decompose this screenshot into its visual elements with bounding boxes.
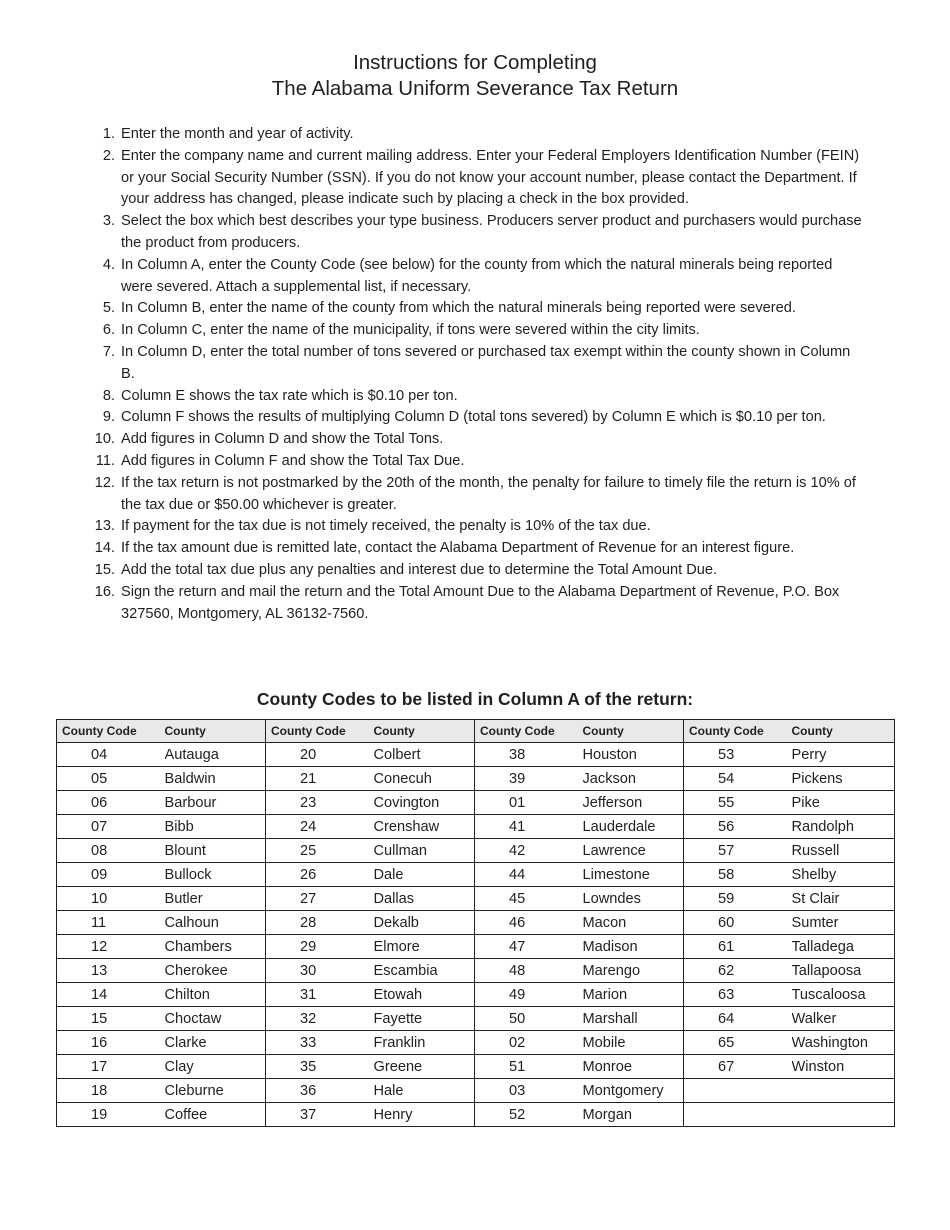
- county-code-cell: 54: [684, 767, 792, 791]
- county-header: County: [165, 720, 266, 743]
- county-code-cell: 04: [57, 743, 165, 767]
- instruction-text: If payment for the tax due is not timely received, the penalty is 10% of the tax due.: [121, 518, 651, 535]
- county-code-cell: 32: [266, 1007, 374, 1031]
- instruction-text: Select the box which best describes your type business. Producers server product and purchasers would purchase the product from producers.: [121, 213, 862, 251]
- county-code-cell: 28: [266, 911, 374, 935]
- county-code-cell: 10: [57, 887, 165, 911]
- county-name-cell: Russell: [792, 839, 895, 863]
- county-name-cell: Escambia: [374, 959, 475, 983]
- county-name-cell: St Clair: [792, 887, 895, 911]
- county-code-cell: 08: [57, 839, 165, 863]
- instructions-list: [82, 124, 862, 625]
- county-name-cell: Cleburne: [165, 1079, 266, 1103]
- county-code-cell: 26: [266, 863, 374, 887]
- instruction-text: In Column C, enter the name of the municipality, if tons were severed within the city limits.: [121, 322, 700, 339]
- county-name-cell: Bullock: [165, 863, 266, 887]
- county-code-cell: 50: [475, 1007, 583, 1031]
- county-name-cell: Shelby: [792, 863, 895, 887]
- county-header: County: [583, 720, 684, 743]
- county-name-cell: Houston: [583, 743, 684, 767]
- county-name-cell: Blount: [165, 839, 266, 863]
- instruction-text: Enter the month and year of activity.: [121, 126, 354, 142]
- county-code-cell: 38: [475, 743, 583, 767]
- table-row: [57, 983, 895, 1007]
- county-name-cell: Butler: [165, 887, 266, 911]
- instruction-text: In Column A, enter the County Code (see below) for the county from which the natural minerals being reported were severed. Attach a supplemental list, if necessary.: [121, 256, 833, 295]
- county-name-cell: Montgomery: [583, 1079, 684, 1103]
- county-name-cell: Tuscaloosa: [792, 983, 895, 1007]
- county-name-cell: Chilton: [165, 983, 266, 1007]
- county-name-cell: Chambers: [165, 935, 266, 959]
- county-code-cell: 11: [57, 911, 165, 935]
- county-codes-table: [56, 719, 895, 1127]
- county-name-cell: Bibb: [165, 815, 266, 839]
- county-name-cell: Cullman: [374, 839, 475, 863]
- county-code-header: County Code: [57, 720, 165, 743]
- county-header: County: [792, 720, 895, 743]
- county-code-cell: 25: [266, 839, 374, 863]
- county-name-cell: Lowndes: [583, 887, 684, 911]
- county-name-cell: [792, 1079, 895, 1103]
- table-row: [57, 911, 895, 935]
- county-code-cell: 65: [684, 1031, 792, 1055]
- county-name-cell: Choctaw: [165, 1007, 266, 1031]
- instruction-number: 5.: [102, 300, 115, 317]
- instruction-number: 11.: [95, 452, 115, 469]
- county-name-cell: Marshall: [583, 1007, 684, 1031]
- county-code-cell: 37: [266, 1103, 374, 1127]
- instruction-item: [82, 451, 862, 473]
- county-code-cell: 64: [684, 1007, 792, 1031]
- county-name-cell: [792, 1103, 895, 1127]
- table-row: [57, 1103, 895, 1127]
- instruction-number: 12.: [94, 474, 115, 491]
- county-name-cell: Randolph: [792, 815, 895, 839]
- page-title: [0, 50, 950, 102]
- county-name-cell: Madison: [583, 935, 684, 959]
- instruction-item: [82, 146, 862, 211]
- table-header-row: [57, 720, 895, 743]
- instruction-item: [82, 211, 862, 255]
- county-code-cell: 15: [57, 1007, 165, 1031]
- county-code-cell: 02: [475, 1031, 583, 1055]
- county-code-header: County Code: [266, 720, 374, 743]
- county-name-cell: Covington: [374, 791, 475, 815]
- county-code-cell: 41: [475, 815, 583, 839]
- county-header: County: [374, 720, 475, 743]
- county-code-cell: 06: [57, 791, 165, 815]
- instruction-number: 2.: [102, 147, 115, 164]
- county-name-cell: Jefferson: [583, 791, 684, 815]
- county-code-cell: 24: [266, 815, 374, 839]
- county-code-cell: 49: [475, 983, 583, 1007]
- instruction-number: 13.: [94, 518, 115, 535]
- county-name-cell: Lawrence: [583, 839, 684, 863]
- county-code-cell: 62: [684, 959, 792, 983]
- county-code-cell: 36: [266, 1079, 374, 1103]
- instruction-item: [82, 407, 862, 429]
- instruction-number: 15.: [94, 561, 115, 578]
- county-code-cell: 21: [266, 767, 374, 791]
- instruction-text: Add the total tax due plus any penalties and interest due to determine the Total Amount Due.: [121, 561, 718, 578]
- county-name-cell: Lauderdale: [583, 815, 684, 839]
- instruction-number: 8.: [102, 387, 115, 404]
- county-code-cell: 14: [57, 983, 165, 1007]
- county-name-cell: Winston: [792, 1055, 895, 1079]
- instruction-text: Add figures in Column F and show the Total Tax Due.: [121, 452, 465, 469]
- county-name-cell: Crenshaw: [374, 815, 475, 839]
- county-code-cell: 48: [475, 959, 583, 983]
- instruction-text: In Column B, enter the name of the county from which the natural minerals being reported were severed.: [121, 300, 796, 317]
- instruction-text: Sign the return and mail the return and the Total Amount Due to the Alabama Department of Revenue, P.O. Box 327560, Montgomery, AL 36132-7560.: [121, 583, 840, 622]
- county-code-cell: [684, 1103, 792, 1127]
- county-name-cell: Conecuh: [374, 767, 475, 791]
- county-code-cell: 13: [57, 959, 165, 983]
- county-code-cell: 12: [57, 935, 165, 959]
- county-name-cell: Tallapoosa: [792, 959, 895, 983]
- county-name-cell: Jackson: [583, 767, 684, 791]
- instruction-number: 6.: [102, 322, 115, 339]
- instruction-item: [82, 320, 862, 342]
- county-code-cell: 18: [57, 1079, 165, 1103]
- county-name-cell: Dekalb: [374, 911, 475, 935]
- instruction-text: If the tax return is not postmarked by the 20th of the month, the penalty for failure to timely file the return is 10% of the tax due or $50.00 whichever is greater.: [121, 474, 856, 513]
- instruction-item: [82, 560, 862, 582]
- county-code-cell: 63: [684, 983, 792, 1007]
- county-name-cell: Monroe: [583, 1055, 684, 1079]
- county-code-cell: 67: [684, 1055, 792, 1079]
- county-code-cell: 16: [57, 1031, 165, 1055]
- county-code-cell: 56: [684, 815, 792, 839]
- county-name-cell: Morgan: [583, 1103, 684, 1127]
- county-code-cell: 01: [475, 791, 583, 815]
- county-code-cell: 09: [57, 863, 165, 887]
- county-name-cell: Macon: [583, 911, 684, 935]
- county-name-cell: Elmore: [374, 935, 475, 959]
- instruction-number: 3.: [102, 213, 115, 230]
- county-name-cell: Hale: [374, 1079, 475, 1103]
- county-name-cell: Colbert: [374, 743, 475, 767]
- instruction-item: [82, 124, 862, 146]
- county-name-cell: Dallas: [374, 887, 475, 911]
- instruction-number: 9.: [102, 409, 115, 426]
- county-name-cell: Walker: [792, 1007, 895, 1031]
- county-name-cell: Franklin: [374, 1031, 475, 1055]
- table-row: [57, 935, 895, 959]
- county-code-cell: 47: [475, 935, 583, 959]
- instruction-text: Column E shows the tax rate which is $0.10 per ton.: [121, 387, 458, 404]
- instruction-number: 16.: [94, 583, 115, 600]
- county-name-cell: Baldwin: [165, 767, 266, 791]
- county-code-cell: 61: [684, 935, 792, 959]
- county-code-cell: 35: [266, 1055, 374, 1079]
- county-code-cell: 03: [475, 1079, 583, 1103]
- instruction-item: [82, 255, 862, 299]
- county-name-cell: Barbour: [165, 791, 266, 815]
- instruction-item: [82, 516, 862, 538]
- county-code-cell: 46: [475, 911, 583, 935]
- county-name-cell: Perry: [792, 743, 895, 767]
- instruction-text: Column F shows the results of multiplying Column D (total tons severed) by Column E which is $0.10 per ton.: [121, 409, 826, 426]
- county-code-cell: [684, 1079, 792, 1103]
- county-code-cell: 05: [57, 767, 165, 791]
- county-name-cell: Marion: [583, 983, 684, 1007]
- county-name-cell: Etowah: [374, 983, 475, 1007]
- instruction-item: [82, 538, 862, 560]
- instruction-number: 4.: [102, 256, 115, 273]
- county-name-cell: Henry: [374, 1103, 475, 1127]
- instruction-item: [82, 429, 862, 451]
- instruction-number: 10.: [94, 431, 115, 448]
- instruction-number: 7.: [102, 343, 115, 360]
- county-code-cell: 31: [266, 983, 374, 1007]
- county-code-cell: 07: [57, 815, 165, 839]
- table-row: [57, 839, 895, 863]
- county-code-cell: 52: [475, 1103, 583, 1127]
- county-code-header: County Code: [475, 720, 583, 743]
- county-code-cell: 20: [266, 743, 374, 767]
- county-code-cell: 27: [266, 887, 374, 911]
- county-name-cell: Marengo: [583, 959, 684, 983]
- county-name-cell: Pike: [792, 791, 895, 815]
- table-row: [57, 815, 895, 839]
- table-row: [57, 1079, 895, 1103]
- instruction-item: [82, 298, 862, 320]
- county-code-cell: 57: [684, 839, 792, 863]
- county-name-cell: Mobile: [583, 1031, 684, 1055]
- county-code-cell: 44: [475, 863, 583, 887]
- county-code-cell: 53: [684, 743, 792, 767]
- instruction-text: In Column D, enter the total number of tons severed or purchased tax exempt within the county shown in Column B.: [121, 343, 851, 382]
- table-row: [57, 887, 895, 911]
- county-code-cell: 30: [266, 959, 374, 983]
- county-name-cell: Calhoun: [165, 911, 266, 935]
- county-name-cell: Dale: [374, 863, 475, 887]
- table-row: [57, 863, 895, 887]
- instruction-text: If the tax amount due is remitted late, contact the Alabama Department of Revenue for an interest figure.: [121, 540, 795, 557]
- county-table-title: County Codes to be listed in Column A of the return:: [256, 689, 694, 709]
- county-name-cell: Autauga: [165, 743, 266, 767]
- instruction-item: [82, 582, 862, 626]
- county-name-cell: Coffee: [165, 1103, 266, 1127]
- table-row: [57, 1055, 895, 1079]
- instruction-number: 1.: [102, 126, 115, 142]
- county-name-cell: Clarke: [165, 1031, 266, 1055]
- county-code-cell: 55: [684, 791, 792, 815]
- county-name-cell: Pickens: [792, 767, 895, 791]
- instruction-number: 14.: [94, 540, 115, 557]
- county-name-cell: Greene: [374, 1055, 475, 1079]
- county-name-cell: Clay: [165, 1055, 266, 1079]
- instruction-item: [82, 473, 862, 517]
- county-name-cell: Cherokee: [165, 959, 266, 983]
- table-row: [57, 1031, 895, 1055]
- county-code-cell: 23: [266, 791, 374, 815]
- instruction-item: [82, 386, 862, 408]
- table-row: [57, 767, 895, 791]
- county-code-cell: 19: [57, 1103, 165, 1127]
- county-code-cell: 58: [684, 863, 792, 887]
- county-code-cell: 33: [266, 1031, 374, 1055]
- county-name-cell: Fayette: [374, 1007, 475, 1031]
- county-code-cell: 39: [475, 767, 583, 791]
- county-code-cell: 17: [57, 1055, 165, 1079]
- table-row: [57, 743, 895, 767]
- county-code-cell: 60: [684, 911, 792, 935]
- county-code-cell: 42: [475, 839, 583, 863]
- instruction-text: Enter the company name and current mailing address. Enter your Federal Employers Identification Number (FEIN) or your Social Security Number (SSN). If you do not know your account number, please contact the Department. If your address has changed, please indicate such by placing a check in the box provided.: [121, 147, 860, 208]
- county-name-cell: Washington: [792, 1031, 895, 1055]
- title-line-2: The Alabama Uniform Severance Tax Return: [271, 77, 679, 100]
- county-code-header: County Code: [684, 720, 792, 743]
- table-row: [57, 1007, 895, 1031]
- county-name-cell: Sumter: [792, 911, 895, 935]
- county-name-cell: Limestone: [583, 863, 684, 887]
- table-row: [57, 791, 895, 815]
- county-code-cell: 29: [266, 935, 374, 959]
- table-row: [57, 959, 895, 983]
- county-code-cell: 45: [475, 887, 583, 911]
- instruction-text: Add figures in Column D and show the Total Tons.: [121, 431, 444, 448]
- instruction-item: [82, 342, 862, 386]
- title-line-1: Instructions for Completing: [353, 51, 597, 74]
- county-name-cell: Talladega: [792, 935, 895, 959]
- county-code-cell: 59: [684, 887, 792, 911]
- county-code-cell: 51: [475, 1055, 583, 1079]
